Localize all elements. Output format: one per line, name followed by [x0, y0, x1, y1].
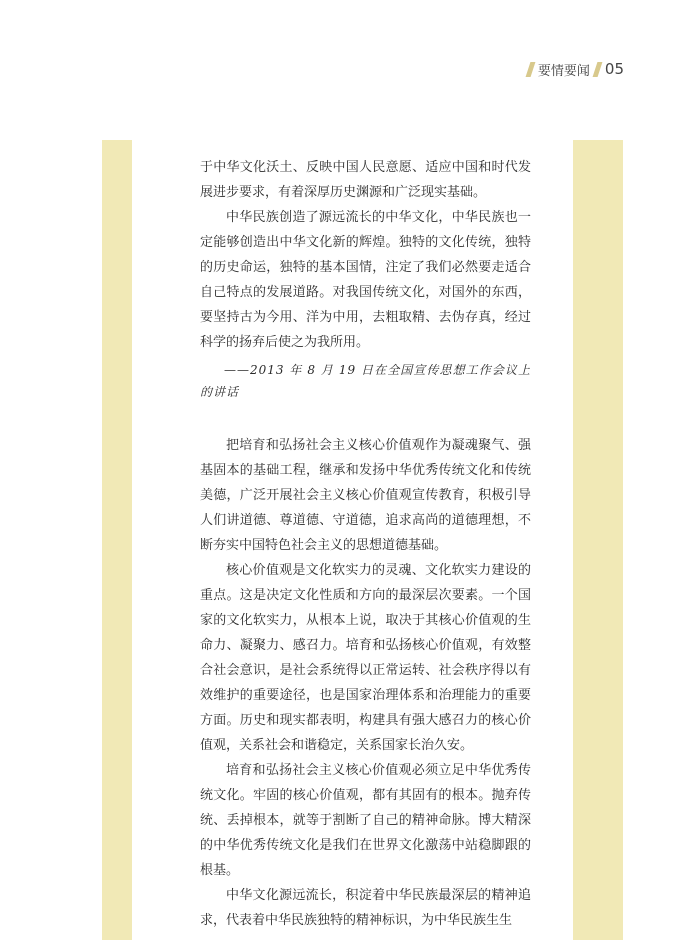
section-title: 要情要闻 — [537, 63, 590, 79]
paragraph: 把培育和弘扬社会主义核心价值观作为凝魂聚气、强基固本的基础工程，继承和发扬中华优秀传统文化和传统美德，广泛开展社会主义核心价值观宣传教育，积极引导人们讲道德、尊道德、守道德，追求高尚的道德理想，不断夯实中国特色社会主义的思想道德基础。 — [200, 438, 531, 553]
slash-ornament-icon — [525, 62, 535, 77]
paragraph: 核心价值观是文化软实力的灵魂、文化软实力建设的重点。这是决定文化性质和方向的最深层次要素。一个国家的文化软实力，从根本上说，取决于其核心价值观的生命力、凝聚力、感召力。培育和弘扬核心价值观，有效整合社会意识，是社会系统得以正常运转、社会秩序得以有效维护的重要途径，也是国家治理体系和治理能力的重要方面。历史和现实都表明，构建具有强大感召力的核心价值观，关系社会和谐稳定，关系国家长治久安。 — [200, 563, 531, 753]
left-decorative-bar — [102, 140, 132, 940]
paragraph: 培育和弘扬社会主义核心价值观必须立足中华优秀传统文化。牢固的核心价值观，都有其固有的根本。抛弃传统、丢掉根本，就等于割断了自己的精神命脉。博大精深的中华优秀传统文化是我们在世界文化激荡中站稳脚跟的根基。 — [200, 763, 531, 878]
paragraph: 中华文化源远流长，积淀着中华民族最深层的精神追求，代表着中华民族独特的精神标识，为中华民族生生 — [200, 888, 531, 928]
slash-ornament-icon — [592, 62, 602, 77]
right-decorative-bar — [573, 140, 623, 940]
article-body — [200, 155, 531, 933]
page-header — [528, 59, 624, 79]
paragraph: 于中华文化沃土、反映中国人民意愿、适应中国和时代发展进步要求，有着深厚历史渊源和广泛现实基础。 — [200, 160, 531, 200]
page-number: 05 — [604, 60, 624, 78]
paragraph: 中华民族创造了源远流长的中华文化，中华民族也一定能够创造出中华文化新的辉煌。独特的文化传统，独特的历史命运，独特的基本国情，注定了我们必然要走适合自己特点的发展道路。对我国传统文化，对国外的东西，要坚持古为今用、洋为中用，去粗取精、去伪存真，经过科学的扬弃后使之为我所用。 — [200, 210, 531, 350]
source-citation: ——2013 年 8 月 19 日在全国宣传思想工作会议上的讲话 — [200, 363, 531, 399]
